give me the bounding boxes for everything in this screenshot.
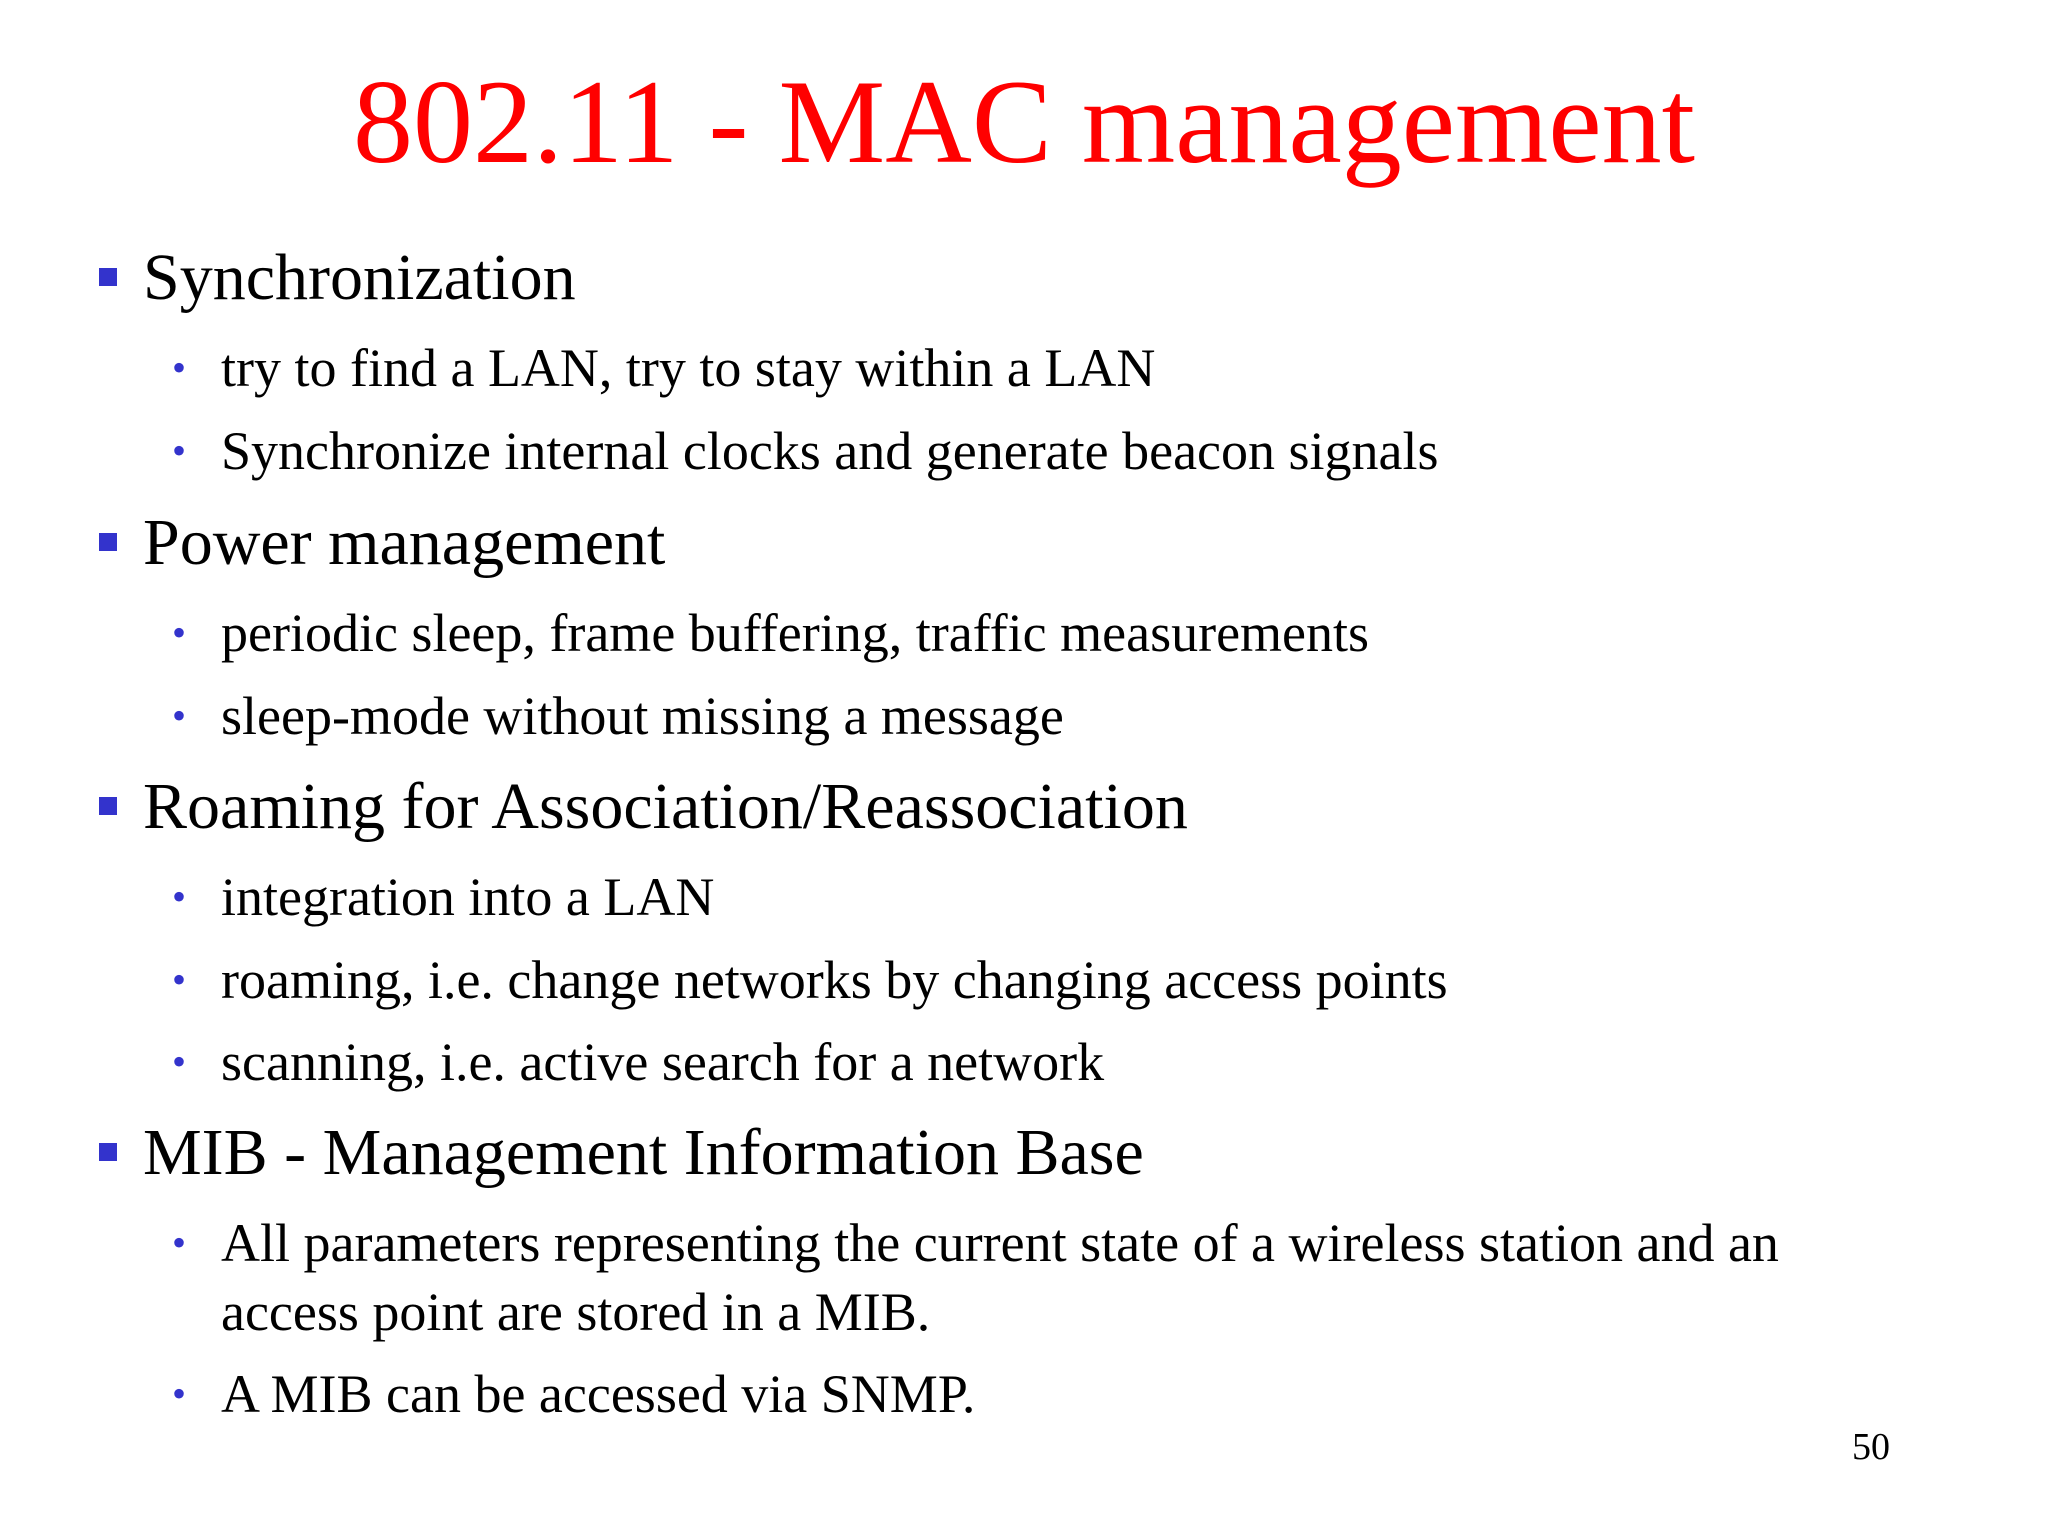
round-bullet-icon: • — [172, 1371, 187, 1416]
section-heading: MIB - Management Information Base — [143, 1116, 1144, 1189]
bullet-item: integration into a LAN — [221, 867, 715, 927]
round-bullet-icon: • — [172, 428, 187, 473]
page-number: 50 — [1852, 1426, 1890, 1468]
bullet-item: scanning, i.e. active search for a network — [221, 1032, 1105, 1092]
section-heading: Power management — [143, 506, 666, 579]
square-bullet-icon — [99, 533, 117, 551]
round-bullet-icon: • — [172, 1039, 187, 1084]
round-bullet-icon: • — [172, 874, 187, 919]
round-bullet-icon: • — [172, 957, 187, 1002]
bullet-item: roaming, i.e. change networks by changing access points — [221, 950, 1448, 1010]
bullet-item: A MIB can be accessed via SNMP. — [221, 1364, 976, 1424]
section-heading: Roaming for Association/Reassociation — [143, 770, 1188, 843]
square-bullet-icon — [99, 797, 117, 815]
square-bullet-icon — [99, 1143, 117, 1161]
round-bullet-icon: • — [172, 693, 187, 738]
bullet-item-continuation: access point are stored in a MIB. — [221, 1282, 931, 1342]
bullet-item: All parameters representing the current state of a wireless station and an — [221, 1213, 1779, 1273]
round-bullet-icon: • — [172, 1220, 187, 1265]
slide-title: 802.11 - MAC management — [353, 55, 1695, 188]
square-bullet-icon — [99, 268, 117, 286]
bullet-item: sleep-mode without missing a message — [221, 686, 1064, 746]
round-bullet-icon: • — [172, 345, 187, 390]
section-heading: Synchronization — [143, 241, 576, 314]
bullet-item: periodic sleep, frame buffering, traffic measurements — [221, 603, 1370, 663]
bullet-item: try to find a LAN, try to stay within a LAN — [221, 338, 1156, 398]
bullet-item: Synchronize internal clocks and generate beacon signals — [221, 421, 1439, 481]
round-bullet-icon: • — [172, 610, 187, 655]
